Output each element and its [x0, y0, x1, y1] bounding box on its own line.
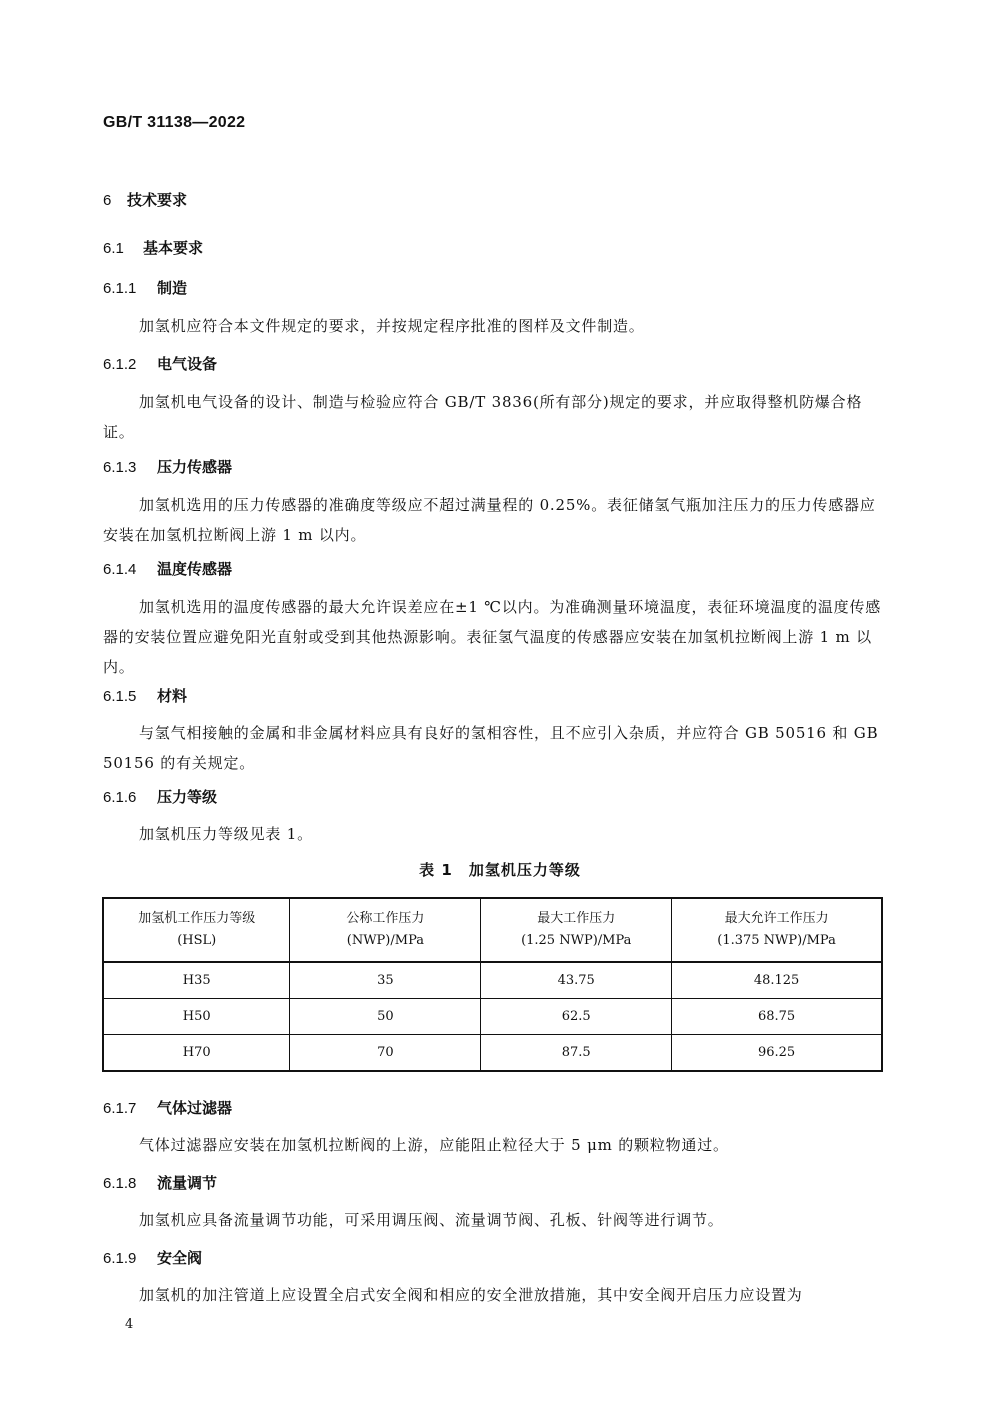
header-line: (1.25 NWP)/MPa [521, 933, 632, 948]
table-header-cell [481, 898, 672, 962]
section-number: 6.1.9 [103, 1250, 137, 1267]
section-6-1-1-body: 加氢机应符合本文件规定的要求，并按规定程序批准的图样及文件制造。 [139, 317, 645, 335]
section-number: 6.1.2 [103, 356, 137, 373]
table-cell: 68.75 [672, 999, 882, 1035]
section-6-1-8-heading [103, 1172, 217, 1193]
table-cell: 70 [290, 1035, 481, 1072]
table-header-cell [290, 898, 481, 962]
table-header-cell [672, 898, 882, 962]
section-6-1-3-heading [103, 456, 232, 477]
header-line: 公称工作压力 [346, 911, 425, 926]
table-header-cell [103, 898, 290, 962]
header-line: (1.375 NWP)/MPa [717, 933, 836, 948]
section-number: 6.1.4 [103, 561, 137, 578]
section-6-1-6-body: 加氢机压力等级见表 1。 [139, 825, 313, 843]
section-6-1-5-body: 与氢气相接触的金属和非金属材料应具有良好的氢相容性，且不应引入杂质，并应符合 GB 50516 和 GB 50156 的有关规定。 [103, 724, 879, 772]
section-6-1-9-heading [103, 1247, 202, 1268]
section-title: 温度传感器 [157, 560, 233, 578]
table-cell: 50 [290, 999, 481, 1035]
section-6-1-7-heading [103, 1097, 232, 1118]
section-title: 材料 [157, 687, 188, 705]
section-title: 压力传感器 [157, 458, 233, 476]
table-header-row [103, 898, 882, 962]
section-number: 6 [103, 192, 112, 209]
pressure-level-table [102, 897, 883, 1072]
section-6-heading [103, 189, 187, 210]
section-title: 压力等级 [157, 788, 218, 806]
header-line: 最大允许工作压力 [724, 911, 829, 926]
section-6-1-9-body: 加氢机的加注管道上应设置全启式安全阀和相应的安全泄放措施，其中安全阀开启压力应设置为 [139, 1286, 803, 1304]
table-1-caption: 表 1 加氢机压力等级 [419, 861, 581, 879]
section-title: 技术要求 [127, 191, 188, 209]
section-title: 电气设备 [157, 355, 218, 373]
section-number: 6.1.3 [103, 459, 137, 476]
section-title: 基本要求 [143, 239, 204, 257]
section-number: 6.1.1 [103, 280, 137, 297]
section-6-1-1-heading [103, 277, 187, 298]
table-cell: 96.25 [672, 1035, 882, 1072]
table-cell: 48.125 [672, 962, 882, 999]
section-6-1-4-heading [103, 558, 232, 579]
section-6-1-8-body: 加氢机应具备流量调节功能，可采用调压阀、流量调节阀、孔板、针阀等进行调节。 [139, 1211, 724, 1229]
header-line: (NWP)/MPa [346, 933, 424, 948]
header-line: 最大工作压力 [537, 911, 616, 926]
table-cell: 62.5 [481, 999, 672, 1035]
table-cell: 35 [290, 962, 481, 999]
section-number: 6.1.6 [103, 789, 137, 806]
section-6-1-5-heading [103, 685, 187, 706]
table-cell: 43.75 [481, 962, 672, 999]
section-number: 6.1.5 [103, 688, 137, 705]
header-line: 加氢机工作压力等级 [138, 911, 256, 926]
table-row [103, 962, 882, 999]
section-6-1-heading [103, 237, 203, 258]
section-title: 气体过滤器 [157, 1099, 233, 1117]
page-number: 4 [125, 1317, 134, 1332]
section-title: 制造 [157, 279, 188, 297]
table-cell: H70 [103, 1035, 290, 1072]
standard-code: GB/T 31138—2022 [103, 114, 246, 131]
section-number: 6.1.8 [103, 1175, 137, 1192]
table-cell: H35 [103, 962, 290, 999]
section-title: 安全阀 [157, 1249, 203, 1267]
table-cell: 87.5 [481, 1035, 672, 1072]
section-6-1-6-heading [103, 786, 217, 807]
table-row [103, 1035, 882, 1072]
section-6-1-2-heading [103, 353, 217, 374]
section-6-1-2-body: 加氢机电气设备的设计、制造与检验应符合 GB/T 3836(所有部分)规定的要求，并应取得整机防爆合格证。 [103, 393, 863, 441]
section-title: 流量调节 [157, 1174, 218, 1192]
table-cell: H50 [103, 999, 290, 1035]
section-number: 6.1 [103, 240, 124, 257]
section-6-1-4-body: 加氢机选用的温度传感器的最大允许误差应在±1 ℃以内。为准确测量环境温度，表征环境温度的温度传感器的安装位置应避免阳光直射或受到其他热源影响。表征氢气温度的传感器应安装在加氢机拉断阀上游 1 m 以内。 [103, 598, 882, 676]
header-line: (HSL) [177, 933, 217, 948]
section-6-1-3-body: 加氢机选用的压力传感器的准确度等级应不超过满量程的 0.25%。表征储氢气瓶加注压力的压力传感器应安装在加氢机拉断阀上游 1 m 以内。 [103, 496, 876, 544]
section-6-1-7-body: 气体过滤器应安装在加氢机拉断阀的上游，应能阻止粒径大于 5 μm 的颗粒物通过。 [139, 1136, 729, 1154]
table-row [103, 999, 882, 1035]
section-number: 6.1.7 [103, 1100, 137, 1117]
